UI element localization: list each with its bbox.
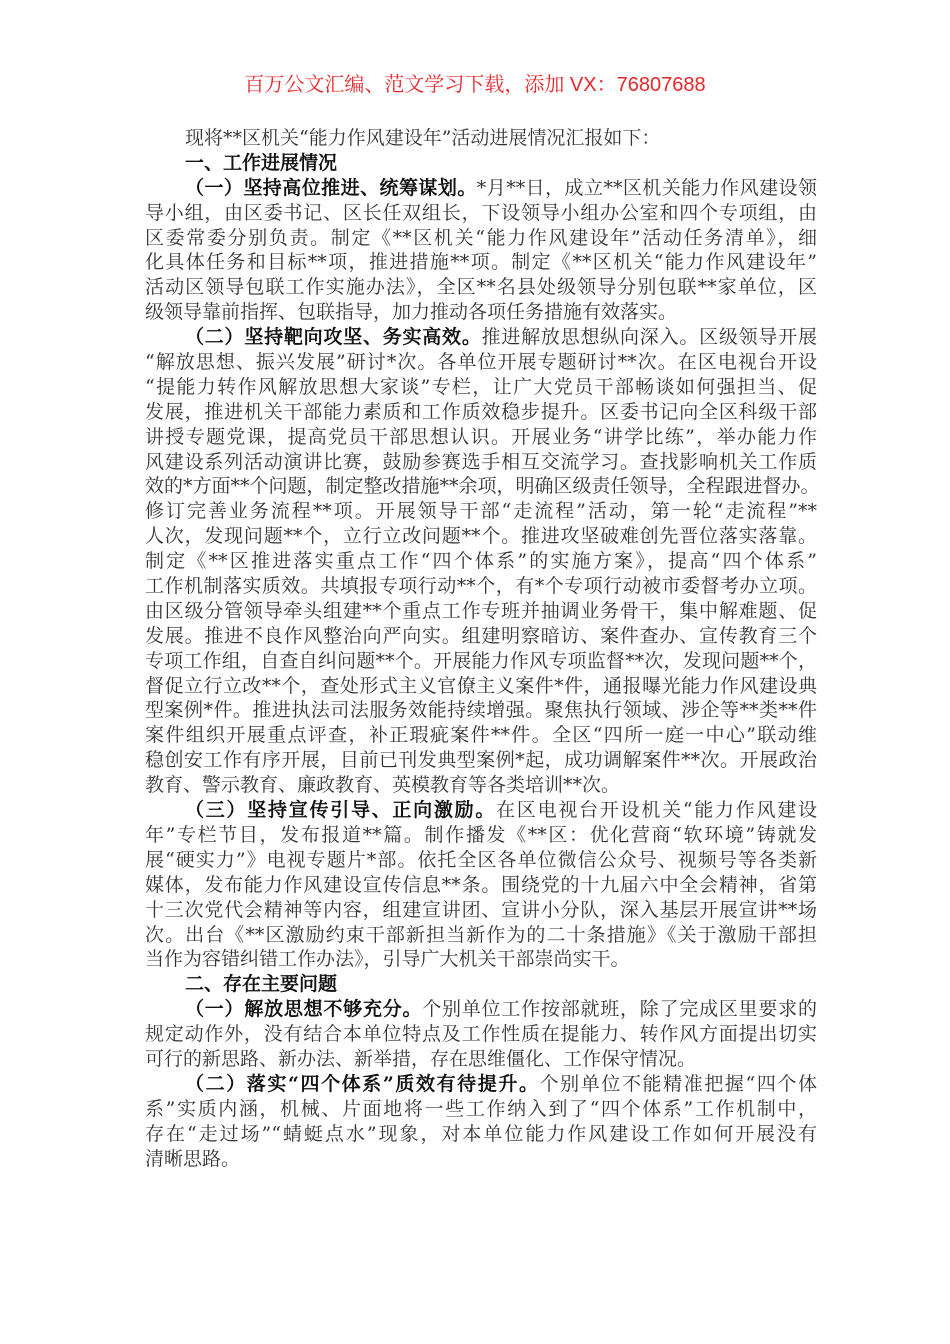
line-text: “解放思想、振兴发展”研讨*次。各单位开展专题研讨**次。在区电视台开设	[145, 351, 817, 374]
text-line	[145, 848, 817, 873]
line-text: 发展。推进不良作风整治向严向实。组建明察暗访、案件查办、宣传教育三个	[145, 624, 817, 647]
text-line	[145, 674, 817, 699]
line-text: 修订完善业务流程**项。开展领导干部“走流程”活动，第一轮“走流程”**	[145, 500, 817, 523]
line-text: 当作为容错纠错工作办法》，引导广大机关干部崇尚实干。	[145, 948, 630, 971]
line-text: 系”实质内涵，机械、片面地将一些工作纳入到了“四个体系”工作机制中，	[145, 1097, 817, 1120]
line-text: 可行的新思路、新办法、新举措，存在思维僵化、工作保守情况。	[145, 1047, 697, 1070]
section-heading: 一、工作进展情况	[185, 151, 338, 174]
line-text: *月**日，成立**区机关能力作风建设领	[476, 176, 817, 199]
text-line	[145, 350, 817, 375]
text-line	[145, 450, 817, 475]
line-text: 活动区领导包联工作实施办法》，全区**名县处级领导分别包联**家单位，区	[145, 276, 817, 299]
line-text: 稳创安工作有序开展，目前已刊发典型案例*起，成功调解案件**次。开展政治	[145, 749, 817, 772]
line-text: “提能力转作风解放思想大家谈”专栏，让广大党员干部畅谈如何强担当、促	[145, 375, 817, 398]
line-text: 展“硬实力”》电视专题片*部。依托全区各单位微信公众号、视频号等各类新	[145, 848, 817, 871]
line-text: 人次，发现问题**个，立行立改问题**个。推进攻坚破难创先晋位落实落靠。	[145, 525, 817, 548]
text-line	[145, 151, 817, 176]
line-text: 督促立行立改**个，查处形式主义官僚主义案件*件，通报曝光能力作风建设典	[145, 674, 817, 697]
line-text: 存在“走过场”“蜻蜓点水”现象，对本单位能力作风建设工作如何开展没有	[145, 1122, 817, 1145]
section-heading: （三）坚持宣传引导、正向激励。	[185, 799, 497, 822]
text-line	[145, 126, 817, 151]
line-text: 型案例*件。推进执法司法服务效能持续增强。聚焦执行领域、涉企等**类**件	[145, 699, 817, 722]
line-text: 专项工作组，自查自纠问题**个。开展能力作风专项监督**次，发现问题**个，	[145, 649, 817, 672]
text-line	[145, 972, 817, 997]
text-line	[145, 375, 817, 400]
line-text: 案件组织开展重点评查，补正瑕疵案件**件。全区“四所一庭一中心”联动维	[145, 724, 817, 747]
text-line	[145, 898, 817, 923]
line-text: 区委常委分别负责。制定《**区机关“能力作风建设年”活动任务清单》，细	[145, 226, 817, 249]
text-line	[145, 275, 817, 300]
section-heading: 二、存在主要问题	[185, 973, 338, 996]
text-line	[145, 1047, 817, 1072]
text-line	[145, 997, 817, 1022]
line-text: 个别单位不能精准把握“四个体	[539, 1072, 818, 1095]
line-text: 在区电视台开设机关“能力作风建设	[496, 799, 817, 822]
line-text: 由区级分管领导牵头组建**个重点工作专班并抽调业务骨干，集中解难题、促	[145, 599, 817, 622]
line-text: 十三次党代会精神等内容，组建宣讲团、宣讲小分队，深入基层开展宣讲**场	[145, 898, 817, 921]
text-line	[145, 325, 817, 350]
text-line	[145, 524, 817, 549]
text-line	[145, 549, 817, 574]
line-text: 清晰思路。	[145, 1147, 241, 1170]
document-body	[145, 126, 820, 1171]
line-text: 讲授专题党课，提高党员干部思想认识。开展业务“讲学比练”，举办能力作	[145, 425, 817, 448]
text-line	[145, 823, 817, 848]
text-line	[145, 649, 817, 674]
text-line	[145, 400, 817, 425]
text-line	[145, 947, 817, 972]
text-line	[145, 923, 817, 948]
text-line	[145, 1022, 817, 1047]
line-text: 媒体，发布能力作风建设宣传信息**条。围绕党的十九届六中全会精神，省第	[145, 873, 817, 896]
text-line	[145, 624, 817, 649]
text-line	[145, 499, 817, 524]
line-text: 化具体任务和目标**项，推进措施**项。制定《**区机关“能力作风建设年”	[145, 251, 817, 274]
text-line	[145, 226, 817, 251]
text-line	[145, 698, 817, 723]
section-heading: （一）坚持高位推进、统筹谋划。	[185, 176, 477, 199]
text-line	[145, 748, 817, 773]
line-text: 制定《**区推进落实重点工作“四个体系”的实施方案》，提高“四个体系”	[145, 550, 817, 573]
text-line	[145, 1122, 817, 1147]
line-text: 次。出台《**区激励约束干部新担当新作为的二十条措施》《关于激励干部担	[145, 923, 817, 946]
line-text: 推进解放思想纵向深入。区级领导开展	[481, 326, 817, 349]
text-line	[145, 873, 817, 898]
text-line	[145, 1072, 817, 1097]
text-line	[145, 474, 820, 499]
section-heading: （二）落实“四个体系”质效有待提升。	[185, 1072, 540, 1095]
line-text: 教育、警示教育、廉政教育、英模教育等各类培训**次。	[145, 774, 621, 797]
line-text: 工作机制落实质效。共填报专项行动**个，有*个专项行动被市委督考办立项。	[145, 575, 817, 598]
text-line	[145, 723, 817, 748]
section-heading: （一）解放思想不够充分。	[185, 998, 423, 1021]
line-text: 规定动作外，没有结合本单位特点及工作性质在提能力、转作风方面提出切实	[145, 1023, 817, 1046]
text-line	[145, 773, 817, 798]
text-line	[145, 1147, 817, 1172]
section-heading: （二）坚持靶向攻坚、务实高效。	[185, 326, 482, 349]
text-line	[145, 1097, 817, 1122]
line-text: 现将**区机关“能力作风建设年”活动进展情况汇报如下：	[185, 127, 661, 149]
text-line	[145, 176, 817, 201]
text-line	[145, 201, 817, 226]
text-line	[145, 798, 817, 823]
line-text: 级领导靠前指挥、包联指导，加力推动各项任务措施有效落实。	[145, 301, 678, 324]
text-line	[145, 300, 817, 325]
text-line	[145, 574, 817, 599]
line-text: 年”专栏节目，发布报道**篇。制作播发《**区：优化营商“软环境”铸就发	[145, 823, 817, 846]
text-line	[145, 250, 817, 275]
line-text: 导小组，由区委书记、区长任双组长，下设领导小组办公室和四个专项组，由	[145, 201, 817, 224]
line-text: 发展，推进机关干部能力素质和工作质效稳步提升。区委书记向全区科级干部	[145, 400, 817, 423]
text-line	[145, 425, 817, 450]
line-text: 风建设系列活动演讲比赛，鼓励参赛选手相互交流学习。查找影响机关工作质	[145, 450, 817, 473]
download-banner: 百万公文汇编、范文学习下载，添加 VX：76807688	[244, 74, 706, 96]
line-text: 效的*方面**个问题，制定整改措施**余项，明确区级责任领导，全程跟进督办。	[145, 475, 820, 498]
text-line	[145, 599, 817, 624]
line-text: 个别单位工作按部就班，除了完成区里要求的	[422, 998, 817, 1021]
